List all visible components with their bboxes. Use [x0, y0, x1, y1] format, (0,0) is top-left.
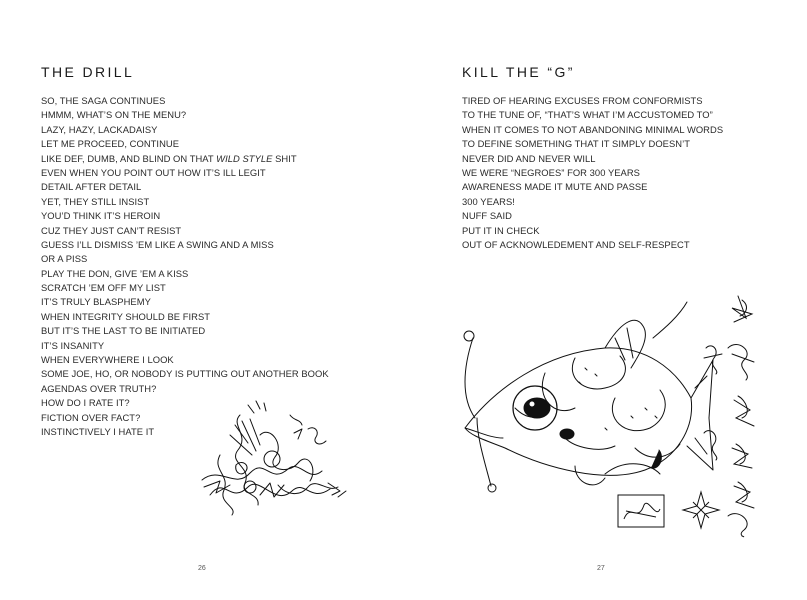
boxed-scribble: [616, 493, 666, 529]
poem-line-italic: WILD STYLE: [216, 152, 273, 164]
poem-line: TO THE TUNE OF, “THAT’S WHAT I’M ACCUSTOMED TO”: [462, 109, 713, 121]
poem-line: EVEN WHEN YOU POINT OUT HOW IT’S ILL LEGIT: [41, 166, 266, 178]
poem-line: OR A PISS: [41, 253, 88, 265]
poem-line: WE WERE “NEGROES” FOR 300 YEARS: [462, 166, 640, 178]
poem-line: IT’S INSANITY: [41, 339, 105, 351]
poem-line: INSTINCTIVELY I HATE IT: [41, 425, 155, 437]
poem-line: NUFF SAID: [462, 210, 512, 222]
poem-line: WHEN IT COMES TO NOT ABANDONING MINIMAL WORDS: [462, 123, 724, 135]
poem-line: PLAY THE DON, GIVE ’EM A KISS: [41, 267, 189, 279]
poem-line-part: SHIT: [272, 152, 297, 164]
poem-line: [41, 152, 329, 166]
poem-line: PUT IT IN CHECK: [462, 224, 540, 236]
poem-line: HMMM, WHAT’S ON THE MENU?: [41, 109, 187, 121]
poem-line: AWARENESS MADE IT MUTE AND PASSE: [462, 181, 648, 193]
poem-line: DETAIL AFTER DETAIL: [41, 181, 142, 193]
star-scribble: [681, 490, 721, 530]
page-number: 26: [198, 565, 206, 572]
poem-line: TIRED OF HEARING EXCUSES FROM CONFORMISTS: [462, 95, 703, 106]
left-page: [0, 0, 403, 600]
right-page: [403, 0, 807, 600]
poem-line: IT’S TRULY BLASPHEMY: [41, 296, 151, 308]
poem-title: KILL THE “G”: [462, 64, 575, 80]
fish-drawing: [455, 298, 715, 498]
poem-line: NEVER DID AND NEVER WILL: [462, 152, 596, 164]
poem-line: FICTION OVER FACT?: [41, 411, 141, 423]
poem-line: SO, THE SAGA CONTINUES: [41, 95, 166, 106]
poem-line: 300 YEARS!: [462, 195, 515, 207]
poem-line: OUT OF ACKNOWLEDEMENT AND SELF-RESPECT: [462, 238, 690, 250]
poem-line: SOME JOE, HO, OR NOBODY IS PUTTING OUT ANOTHER BOOK: [41, 368, 329, 380]
poem-line: CUZ THEY JUST CAN’T RESIST: [41, 224, 182, 236]
poem-line: LAZY, HAZY, LACKADAISY: [41, 123, 158, 135]
poem-line: SCRATCH ’EM OFF MY LIST: [41, 282, 166, 294]
poem-line: YET, THEY STILL INSIST: [41, 195, 150, 207]
page-number: 27: [597, 565, 605, 572]
poem-line: BUT IT’S THE LAST TO BE INITIATED: [41, 325, 206, 337]
poem-body: [41, 94, 329, 439]
poem-line: AGENDAS OVER TRUTH?: [41, 382, 157, 394]
poem-line: LET ME PROCEED, CONTINUE: [41, 138, 180, 150]
poem-line: YOU’D THINK IT’S HEROIN: [41, 210, 161, 222]
poem-line: TO DEFINE SOMETHING THAT IT SIMPLY DOESN’T: [462, 138, 690, 150]
poem-line: HOW DO I RATE IT?: [41, 397, 130, 409]
poem-title: THE DRILL: [41, 64, 135, 80]
poem-line: WHEN INTEGRITY SHOULD BE FIRST: [41, 310, 211, 322]
poem-line: GUESS I’LL DISMISS ’EM LIKE A SWING AND A MISS: [41, 238, 274, 250]
poem-line-part: LIKE DEF, DUMB, AND BLIND ON THAT: [41, 152, 217, 164]
scribble-drawing: [190, 395, 350, 517]
poem-line: WHEN EVERYWHERE I LOOK: [41, 354, 174, 366]
poem-body: [462, 94, 723, 252]
